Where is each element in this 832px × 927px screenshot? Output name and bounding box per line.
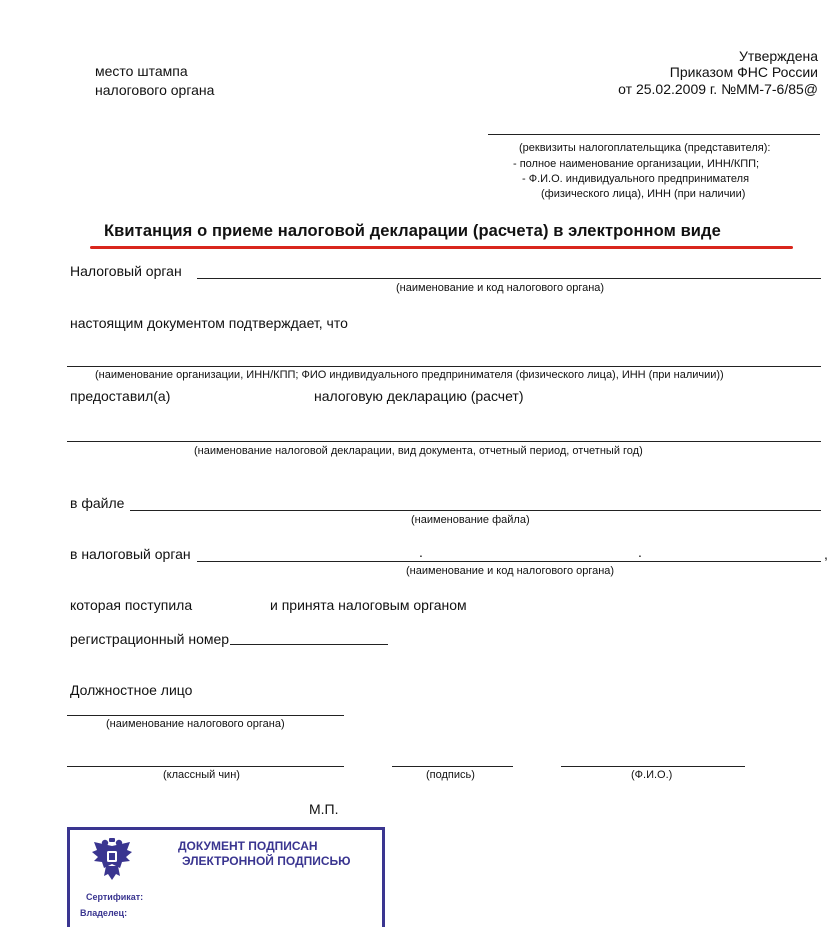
- accepted-label: и принята налоговым органом: [270, 597, 467, 613]
- class-rank-hint: (классный чин): [163, 769, 240, 781]
- class-rank-field[interactable]: [67, 766, 344, 767]
- to-authority-dot2: .: [638, 544, 642, 560]
- approval-line2: Приказом ФНС России: [669, 64, 818, 80]
- requisites-line1: (реквизиты налогоплательщика (представителя):: [519, 142, 771, 154]
- stamp-certificate-label: Сертификат:: [86, 892, 144, 902]
- declaration-field[interactable]: [67, 441, 821, 442]
- signature-hint: (подпись): [426, 769, 475, 781]
- official-authority-hint: (наименование налогового органа): [106, 718, 285, 730]
- electronic-signature-stamp: [67, 827, 385, 927]
- file-field[interactable]: [130, 510, 821, 511]
- provided-label: предоставил(а): [70, 388, 171, 404]
- reg-number-label: регистрационный номер: [70, 631, 230, 647]
- stamp-title-line2: ЭЛЕКТРОННОЙ ПОДПИСЬЮ: [182, 854, 351, 868]
- document-title: Квитанция о приеме налоговой декларации (расчета) в электронном виде: [104, 222, 721, 240]
- taxpayer-field[interactable]: [67, 366, 821, 367]
- to-authority-dot1: .: [419, 544, 423, 560]
- requisites-line3: - Ф.И.О. индивидуального предпринимателя: [522, 173, 750, 185]
- file-label: в файле: [70, 495, 125, 511]
- requisites-line4: (физического лица), ИНН (при наличии): [541, 188, 746, 200]
- reg-number-field[interactable]: [230, 644, 388, 645]
- signature-field[interactable]: [392, 766, 513, 767]
- tax-authority-label: Налоговый орган: [70, 263, 182, 279]
- approval-line3: от 25.02.2009 г. №ММ-7-6/85@: [618, 81, 818, 97]
- title-underline: [90, 246, 793, 249]
- stamp-place-line1: место штампа: [95, 63, 188, 79]
- stamp-owner-label: Владелец:: [80, 908, 128, 918]
- to-authority-hint: (наименование и код налогового органа): [406, 565, 615, 577]
- requisites-line: [488, 134, 820, 135]
- stamp-title-line1: ДОКУМЕНТ ПОДПИСАН: [178, 839, 318, 853]
- stamp-place-line2: налогового органа: [95, 82, 215, 98]
- received-label: которая поступила: [70, 597, 193, 613]
- declaration-label: налоговую декларацию (расчет): [314, 388, 524, 404]
- file-hint: (наименование файла): [411, 514, 530, 526]
- confirms-text: настоящим документом подтверждает, что: [70, 315, 348, 331]
- official-label: Должностное лицо: [70, 682, 193, 698]
- declaration-hint: (наименование налоговой декларации, вид документа, отчетный период, отчетный год): [194, 445, 643, 457]
- taxpayer-hint: (наименование организации, ИНН/КПП; ФИО индивидуального предпринимателя (физического лица), ИНН (при наличии)): [95, 369, 724, 381]
- requisites-line2: - полное наименование организации, ИНН/КПП;: [513, 158, 760, 170]
- to-authority-field[interactable]: [197, 561, 821, 562]
- tax-authority-field[interactable]: [197, 278, 821, 279]
- approval-line1: Утверждена: [739, 48, 818, 64]
- fio-field[interactable]: [561, 766, 745, 767]
- to-authority-comma: ,: [824, 546, 828, 562]
- seal-label: М.П.: [309, 801, 339, 817]
- official-authority-field[interactable]: [67, 715, 344, 716]
- eagle-emblem-icon: [90, 836, 134, 882]
- to-authority-label: в налоговый орган: [70, 546, 191, 562]
- fio-hint: (Ф.И.О.): [631, 769, 673, 781]
- tax-authority-hint: (наименование и код налогового органа): [396, 282, 605, 294]
